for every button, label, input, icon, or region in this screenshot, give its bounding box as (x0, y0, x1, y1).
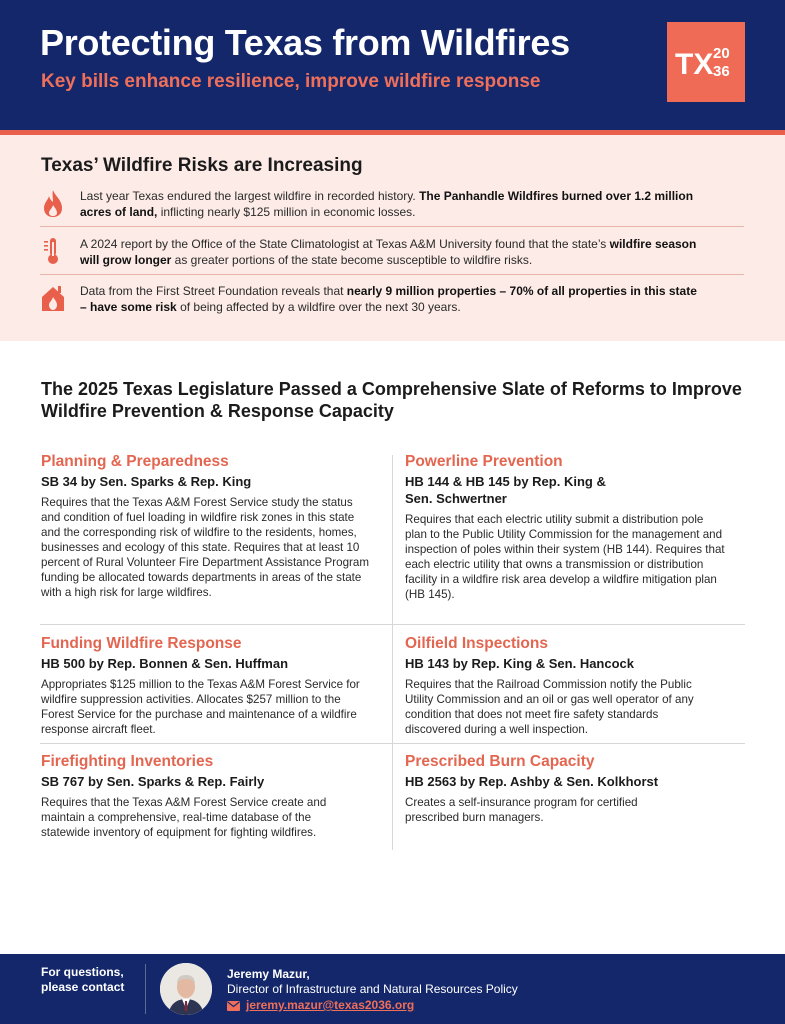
reform-title: Funding Wildfire Response (41, 635, 242, 652)
risk-divider (40, 274, 744, 275)
tx2036-logo (667, 22, 745, 102)
reform-powerline-prevention (405, 452, 725, 602)
reform-planning-preparedness (41, 452, 371, 600)
reforms-heading: The 2025 Texas Legislature Passed a Comprehensive Slate of Reforms to Improve Wildfire Prevention & Response Capacity (41, 379, 742, 421)
footer-divider (145, 964, 146, 1014)
svg-text:36: 36 (713, 63, 730, 80)
reform-bill: HB 2563 by Rep. Ashby & Sen. Kolkhorst (405, 774, 659, 789)
flame-icon (40, 188, 66, 218)
page-title: Protecting Texas from Wildfires (40, 22, 570, 63)
footer-contact-bar (0, 954, 785, 1024)
reform-prescribed-burn-capacity (405, 752, 705, 825)
reform-bill: HB 144 & HB 145 by Rep. King & Sen. Schwertner (405, 474, 606, 506)
row-divider (40, 743, 745, 744)
risk-text (80, 188, 700, 220)
reform-description: Requires that each electric utility submit a distribution pole plan to the Public Utility Commission for the management and inspection of poles within their system (HB 144). Requires that each electric utility that owns a transmission or distribution facility in a wildfire risk area develop a wildfire mitigation plan (HB 145). (405, 513, 725, 601)
risk-text (80, 236, 700, 268)
risk-divider (40, 226, 744, 227)
page-subtitle: Key bills enhance resilience, improve wildfire response (41, 71, 541, 92)
reform-bill: HB 500 by Rep. Bonnen & Sen. Huffman (41, 656, 289, 671)
risk-text-part: inflicting nearly $125 million in economic losses. (157, 205, 416, 219)
reform-bill: SB 34 by Sen. Sparks & Rep. King (41, 474, 252, 489)
contact-role: Director of Infrastructure and Natural Resources Policy (227, 982, 518, 996)
risk-text-bold: The Panhandle Wildfires burned over 1.2 million acres of land, (80, 189, 694, 219)
reform-description: Requires that the Texas A&M Forest Service study the status and condition of fuel loading in wildfire risk zones in this state and the corresponding risk of wildfire to the residents, homes, businesses and ecology of this state. Requires that at least 10 percent of Rural Volunteer Fire Department Assistance Program funding be allocated towards departments in areas of the state with a high risk for large wildfires. (41, 496, 369, 599)
row-divider (40, 624, 745, 625)
reform-title: Planning & Preparedness (41, 453, 229, 470)
risks-section (0, 135, 785, 341)
column-divider (392, 455, 393, 850)
risk-text (80, 283, 700, 315)
reform-description: Appropriates $125 million to the Texas A&M Forest Service for wildfire suppression activities. Allocates $257 million to the Forest Service for the purchase and maintenance of a wildfire response aircraft fleet. (41, 678, 360, 736)
thermometer-icon (40, 236, 66, 266)
reform-bill: SB 767 by Sen. Sparks & Rep. Fairly (41, 774, 265, 789)
reform-title: Powerline Prevention (405, 453, 563, 470)
reform-description: Requires that the Texas A&M Forest Service create and maintain a comprehensive, real-time database of the statewide inventory of equipment for fighting wildfires. (41, 796, 327, 839)
risk-text-bold: wildfire season will grow longer (80, 237, 697, 267)
contact-label: For questions, please contact (41, 965, 125, 994)
risk-text-part: as greater portions of the state become susceptible to wildfire risks. (171, 253, 533, 267)
header-banner (0, 0, 785, 130)
reform-title: Firefighting Inventories (41, 753, 214, 770)
risk-text-bold: nearly 9 million properties – 70% of all properties in this state – have some risk (80, 284, 697, 314)
risk-text-part: of being affected by a wildfire over the next 30 years. (176, 300, 461, 314)
reform-bill: HB 143 by Rep. King & Sen. Hancock (405, 656, 635, 671)
risk-text-part: Data from the First Street Foundation reveals that (80, 284, 347, 298)
contact-email-link[interactable]: jeremy.mazur@texas2036.org (246, 998, 415, 1012)
risk-text-part: Last year Texas endured the largest wildfire in recorded history. (80, 189, 420, 203)
reform-description: Requires that the Railroad Commission notify the Public Utility Commission and an oil or gas well operator of any condition that does not meet fire safety standards discovered during a well inspection. (405, 678, 694, 736)
risks-heading: Texas’ Wildfire Risks are Increasing (41, 155, 363, 176)
svg-text:TX: TX (675, 48, 714, 81)
reform-description: Creates a self-insurance program for certified prescribed burn managers. (405, 796, 638, 824)
reform-firefighting-inventories (41, 752, 331, 840)
svg-text:20: 20 (713, 45, 730, 62)
reform-oilfield-inspections (405, 634, 715, 737)
risk-text-part: A 2024 report by the Office of the State Climatologist at Texas A&M University found that the state’s (80, 237, 610, 251)
reform-title: Oilfield Inspections (405, 635, 548, 652)
reform-title: Prescribed Burn Capacity (405, 753, 595, 770)
house-fire-icon (40, 283, 66, 313)
reform-funding-wildfire-response (41, 634, 373, 737)
mail-icon (227, 1001, 240, 1011)
avatar (160, 963, 212, 1015)
contact-name: Jeremy Mazur, (227, 967, 310, 981)
